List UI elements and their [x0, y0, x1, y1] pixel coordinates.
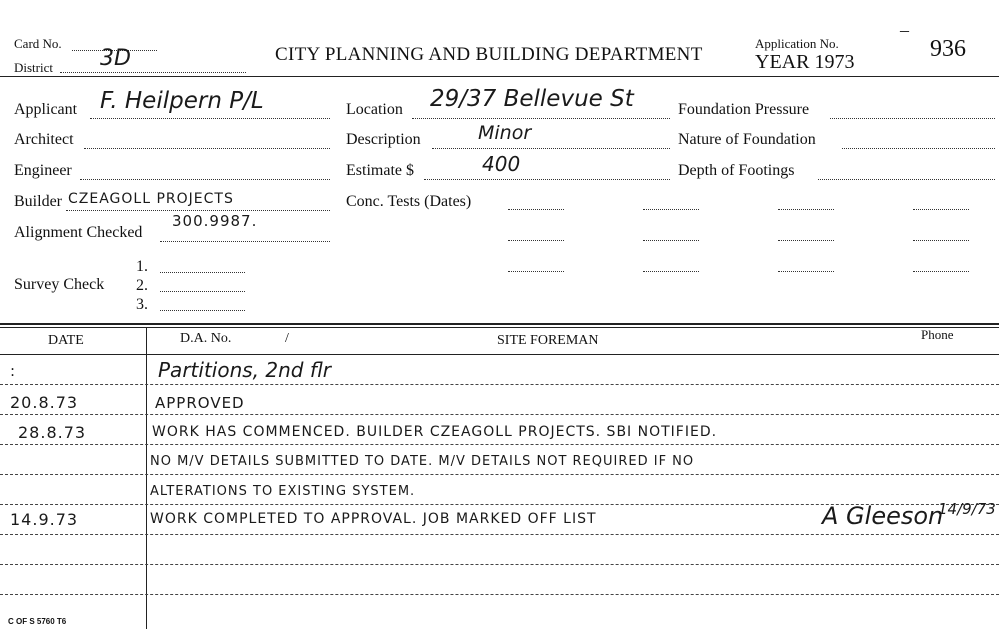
log-entry: WORK HAS COMMENCED. BUILDER CZEAGOLL PROJECTS. SBI NOTIFIED.	[152, 424, 718, 440]
conc-test-field	[913, 240, 969, 241]
alignment-value: 300.9987.	[172, 212, 258, 230]
log-top-border-inner	[0, 327, 999, 328]
conc-test-field	[508, 240, 564, 241]
conc-test-field	[913, 209, 969, 210]
log-row-line	[0, 594, 999, 595]
log-date: 20.8.73	[10, 393, 79, 412]
location-field	[412, 118, 670, 119]
conc-test-field	[913, 271, 969, 272]
header-divider	[0, 76, 999, 77]
survey-field-1	[160, 272, 245, 273]
nature-label: Nature of Foundation	[678, 131, 816, 148]
conc-test-field	[643, 209, 699, 210]
log-top-border	[0, 323, 999, 325]
description-field	[432, 148, 670, 149]
description-label: Description	[346, 131, 421, 148]
survey-field-2	[160, 291, 245, 292]
card-no-label: Card No.	[14, 36, 62, 51]
depth-label: Depth of Footings	[678, 162, 795, 179]
log-date: 14.9.73	[10, 510, 79, 529]
conc-test-field	[508, 271, 564, 272]
application-number: 936	[930, 36, 966, 62]
da-no-header: D.A. No.	[180, 331, 232, 346]
site-foreman-header: SITE FOREMAN	[497, 333, 599, 348]
log-row-line	[0, 444, 999, 445]
applicant-value: F. Heilpern P/L	[100, 88, 264, 114]
builder-label: Builder	[14, 193, 62, 210]
conc-test-field	[778, 271, 834, 272]
log-date: :	[10, 362, 17, 380]
alignment-field	[160, 241, 330, 242]
conc-test-field	[643, 271, 699, 272]
phone-header: Phone	[921, 327, 954, 342]
log-entry: NO M/V DETAILS SUBMITTED TO DATE. M/V DETAILS NOT REQUIRED IF NO	[150, 454, 695, 469]
conc-tests-label: Conc. Tests (Dates)	[346, 193, 472, 210]
conc-test-field	[778, 240, 834, 241]
survey-label: Survey Check	[14, 276, 105, 293]
district-label: District	[14, 60, 53, 75]
applicant-field	[90, 118, 330, 119]
log-entry: ALTERATIONS TO EXISTING SYSTEM.	[150, 484, 416, 499]
date-column-divider	[146, 327, 147, 629]
estimate-value: 400	[482, 152, 521, 176]
conc-test-field	[643, 240, 699, 241]
district-value: 3D	[100, 46, 131, 71]
estimate-field	[424, 179, 670, 180]
log-date: 28.8.73	[18, 423, 87, 442]
location-label: Location	[346, 101, 403, 118]
location-value: 29/37 Bellevue St	[430, 86, 634, 112]
builder-value: CZEAGOLL PROJECTS	[68, 191, 234, 207]
signature: A Gleeson	[822, 502, 944, 530]
log-row-line	[0, 564, 999, 565]
da-slash: /	[285, 331, 289, 346]
engineer-label: Engineer	[14, 162, 72, 179]
alignment-label: Alignment Checked	[14, 224, 143, 241]
foundation-pressure-field	[830, 118, 995, 119]
architect-field	[84, 148, 330, 149]
survey-item-1: 1.	[136, 258, 148, 275]
description-value: Minor	[478, 122, 532, 144]
log-row-line	[0, 384, 999, 385]
log-entry: APPROVED	[155, 394, 245, 412]
nature-field	[842, 148, 995, 149]
estimate-label: Estimate $	[346, 162, 414, 179]
log-row-line	[0, 414, 999, 415]
builder-field	[66, 210, 330, 211]
log-entry: Partitions, 2nd flr	[158, 358, 331, 382]
district-field	[60, 72, 246, 73]
date-header: DATE	[48, 333, 84, 348]
year-label: YEAR 1973	[755, 51, 855, 73]
applicant-label: Applicant	[14, 101, 78, 118]
foundation-pressure-label: Foundation Pressure	[678, 101, 810, 118]
architect-label: Architect	[14, 131, 74, 148]
conc-test-field	[778, 209, 834, 210]
log-row-line	[0, 534, 999, 535]
signature-date: 14/9/73	[938, 500, 996, 518]
log-entry: WORK COMPLETED TO APPROVAL. JOB MARKED OFF LIST	[150, 511, 597, 527]
survey-item-2: 2.	[136, 277, 148, 294]
log-header-divider	[0, 354, 999, 355]
page-title: CITY PLANNING AND BUILDING DEPARTMENT	[275, 44, 703, 65]
depth-field	[818, 179, 995, 180]
survey-item-3: 3.	[136, 296, 148, 313]
header-dash: –	[900, 20, 909, 40]
survey-field-3	[160, 310, 245, 311]
log-row-line	[0, 474, 999, 475]
engineer-field	[80, 179, 330, 180]
application-no-label: Application No.	[755, 36, 839, 51]
form-code: C OF S 5760 T6	[8, 617, 67, 626]
conc-test-field	[508, 209, 564, 210]
